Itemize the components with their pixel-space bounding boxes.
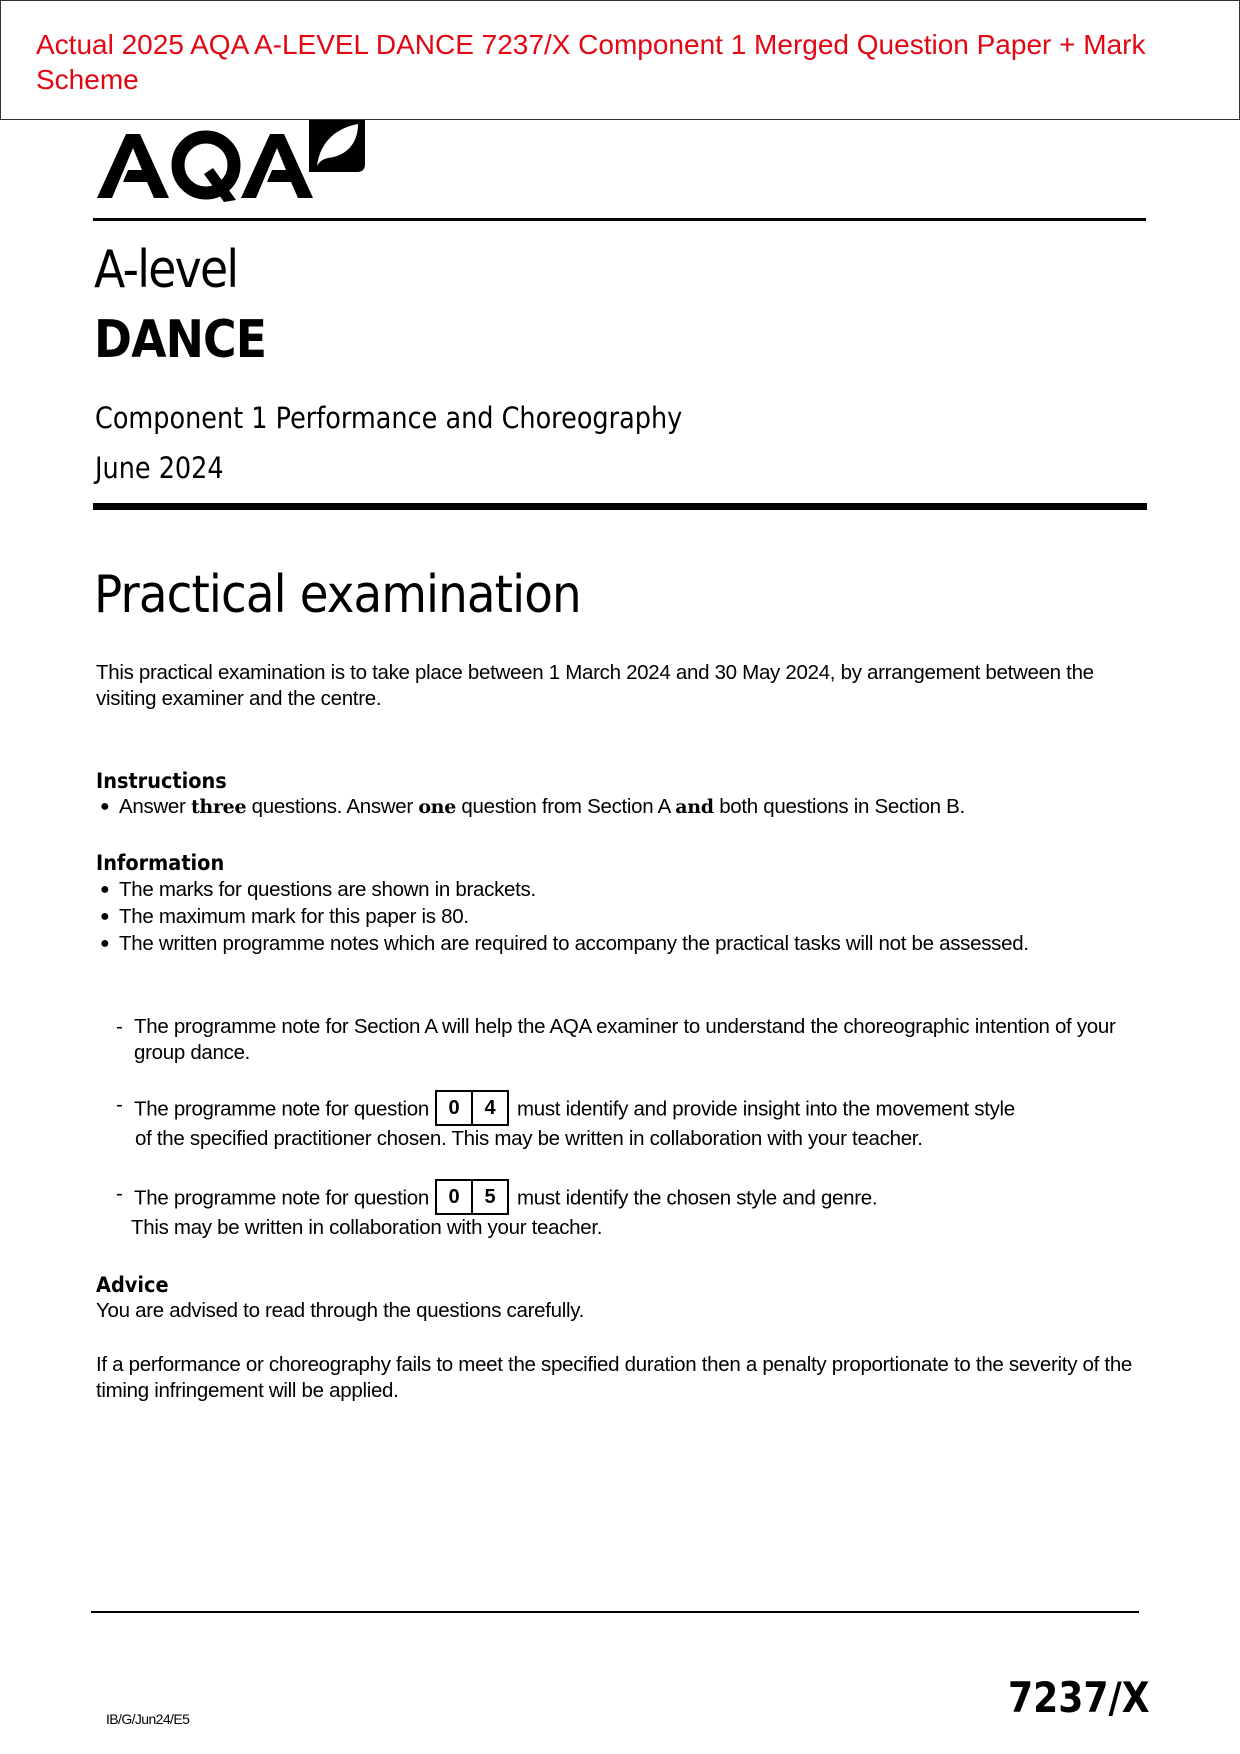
subject-title: DANCE (94, 310, 267, 370)
banner-title: Actual 2025 AQA A-LEVEL DANCE 7237/X Component 1 Merged Question Paper + Mark Scheme (36, 29, 1146, 95)
question-number-box: 0 4 (435, 1090, 509, 1126)
question-number-box: 0 5 (435, 1179, 509, 1215)
title-divider (93, 503, 1147, 510)
footer-divider (91, 1611, 1139, 1613)
aqa-logo (96, 120, 366, 202)
aqa-leaf-icon (309, 120, 365, 172)
instructions-heading: Instructions (96, 769, 227, 793)
information-heading: Information (96, 851, 225, 875)
document-reference: IB/G/Jun24/E5 (106, 1711, 190, 1727)
component-title: Component 1 Performance and Choreography (95, 401, 683, 435)
programme-note-question-04-continued: of the specified practitioner chosen. This may be written in collaboration with your teacher. (135, 1127, 923, 1150)
exam-title: Practical examination (94, 565, 581, 625)
bullet-icon: ● (100, 935, 110, 952)
instruction-text: Answer three questions. Answer one question from Section A and both questions in Section B. (119, 795, 965, 818)
exam-session: June 2024 (95, 451, 224, 485)
bullet-icon: ● (100, 798, 110, 815)
advice-item: If a performance or choreography fails to meet the specified duration then a penalty proportionate to the severity of the timing infringement will be applied. (96, 1353, 1133, 1402)
programme-note-question-04: - The programme note for question 0 4 must identify and provide insight into the movement style (116, 1092, 1176, 1128)
programme-note-question-05: - The programme note for question 0 5 must identify the chosen style and genre. (116, 1181, 1176, 1217)
programme-note-question-05-continued: This may be written in collaboration with your teacher. (131, 1216, 603, 1239)
intro-paragraph: This practical examination is to take place between 1 March 2024 and 30 May 2024, by arrangement between the visiting examiner and the centre. (96, 661, 1094, 710)
bullet-icon: ● (100, 908, 110, 925)
advice-item: You are advised to read through the questions carefully. (96, 1299, 585, 1322)
paper-code: 7237/X (1008, 1673, 1150, 1722)
qualification-level: A-level (94, 240, 238, 300)
instruction-item (100, 794, 1160, 820)
information-item: ● The maximum mark for this paper is 80. (100, 905, 469, 928)
title-banner (0, 0, 1240, 120)
information-item: ● The written programme notes which are required to accompany the practical tasks will not be assessed. (100, 932, 1029, 955)
programme-note-section-a: - The programme note for Section A will help the AQA examiner to understand the choreographic intention of your group dance. (116, 1015, 1116, 1064)
advice-heading: Advice (96, 1273, 169, 1297)
aqa-logo-svg (96, 120, 366, 202)
information-item: ● The marks for questions are shown in brackets. (100, 878, 536, 901)
header-divider (93, 218, 1146, 221)
bullet-icon: ● (100, 881, 110, 898)
